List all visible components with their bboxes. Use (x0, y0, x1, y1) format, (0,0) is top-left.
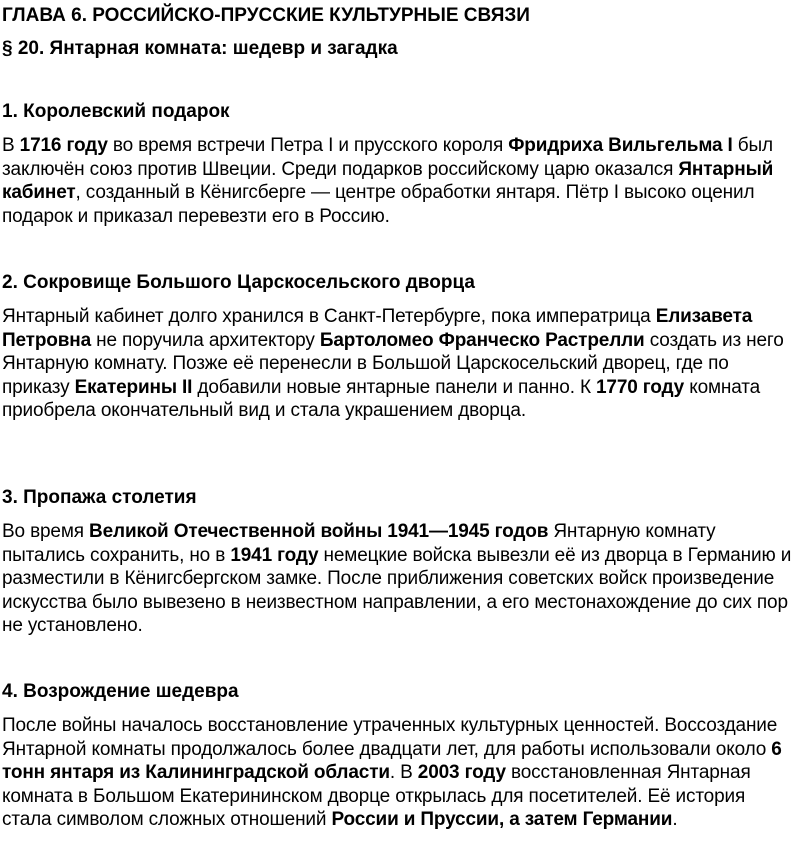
chapter-title: ГЛАВА 6. РОССИЙСКО-ПРУССКИЕ КУЛЬТУРНЫЕ СВЯЗИ (2, 5, 530, 26)
bold-term: Екатерины II (74, 376, 193, 398)
text-run: добавили новые янтарные панели и панно. К (192, 376, 596, 398)
bold-term: Янтарный кабинет (2, 158, 774, 204)
text-run: Янтарный кабинет долго хранился в Санкт-Петербурге, пока императрица (2, 306, 656, 327)
text-run: был заключён союз против Швеции. Среди подарков российскому царю оказался (2, 135, 773, 180)
text-run: . (672, 809, 678, 831)
subsection-heading: 3. Пропажа столетия (2, 487, 197, 508)
bold-term: 1941 году (230, 544, 319, 566)
text-run: В (2, 135, 20, 156)
text-run: комната приобрела окончательный вид и стала украшением дворца. (2, 376, 761, 422)
text-run: во время встречи Петра I и прусского короля (107, 135, 509, 156)
subsection-heading: 2. Сокровище Большого Царскосельского дворца (2, 272, 475, 293)
bold-term: 2003 году (417, 762, 506, 784)
text-run: После войны началось восстановление утраченных культурных ценностей. Воссоздание Янтарной комнаты продолжалось более двадцати лет, для работы использовали около (2, 715, 778, 760)
bold-term: Великой Отечественной войны 1941—1945 годов (89, 521, 549, 542)
bold-term: 1770 году (596, 376, 685, 398)
subsection-paragraph (2, 714, 798, 832)
bold-term: России и Пруссии, а затем Германии (331, 809, 673, 831)
subsection-paragraph (2, 134, 798, 228)
subsection-royal-gift (2, 100, 798, 228)
text-run: Во время (2, 521, 90, 542)
text-run: немецкие войска вывезли её из дворца в Германию и разместили в Кёнигсбергском замке. После приближения советских войск произведение искусства было вывезено в неизвестном направлении, а его местонахождение до сих пор не установлено. (2, 544, 792, 637)
section-title: § 20. Янтарная комната: шедевр и загадка (2, 38, 398, 59)
bold-term: Елизавета Петровна (2, 306, 753, 351)
text-run: , созданный в Кёнигсберге — центре обработки янтаря. Пётр I высоко оценил подарок и приказал перевезти его в Россию. (2, 182, 755, 227)
text-run: восстановленная Янтарная комната в Большом Екатерининском дворце открылась для посетителей. Её история стала символом сложных отношений (2, 762, 751, 831)
subsection-paragraph (2, 305, 798, 423)
subsection-revival (2, 680, 798, 832)
subsection-heading: 4. Возрождение шедевра (2, 681, 239, 702)
bold-term: 6 тонн янтаря из Калининградской области (2, 738, 782, 784)
text-run: . В (389, 762, 418, 784)
text-run: создать из него Янтарную комнату. Позже её перенесли в Большой Царскосельский дворец, где по приказу (2, 329, 784, 398)
subsection-paragraph (2, 520, 798, 638)
subsection-treasure (2, 271, 798, 423)
text-run: не поручила архитектору (91, 329, 320, 351)
text-run: Янтарную комнату пытались сохранить, но в (2, 521, 716, 566)
bold-term: Бартоломео Франческо Растрелли (319, 329, 645, 351)
subsection-loss (2, 486, 798, 638)
bold-term: Фридриха Вильгельма I (508, 135, 733, 156)
bold-term: 1716 году (19, 135, 108, 156)
subsection-heading: 1. Королевский подарок (2, 101, 230, 122)
